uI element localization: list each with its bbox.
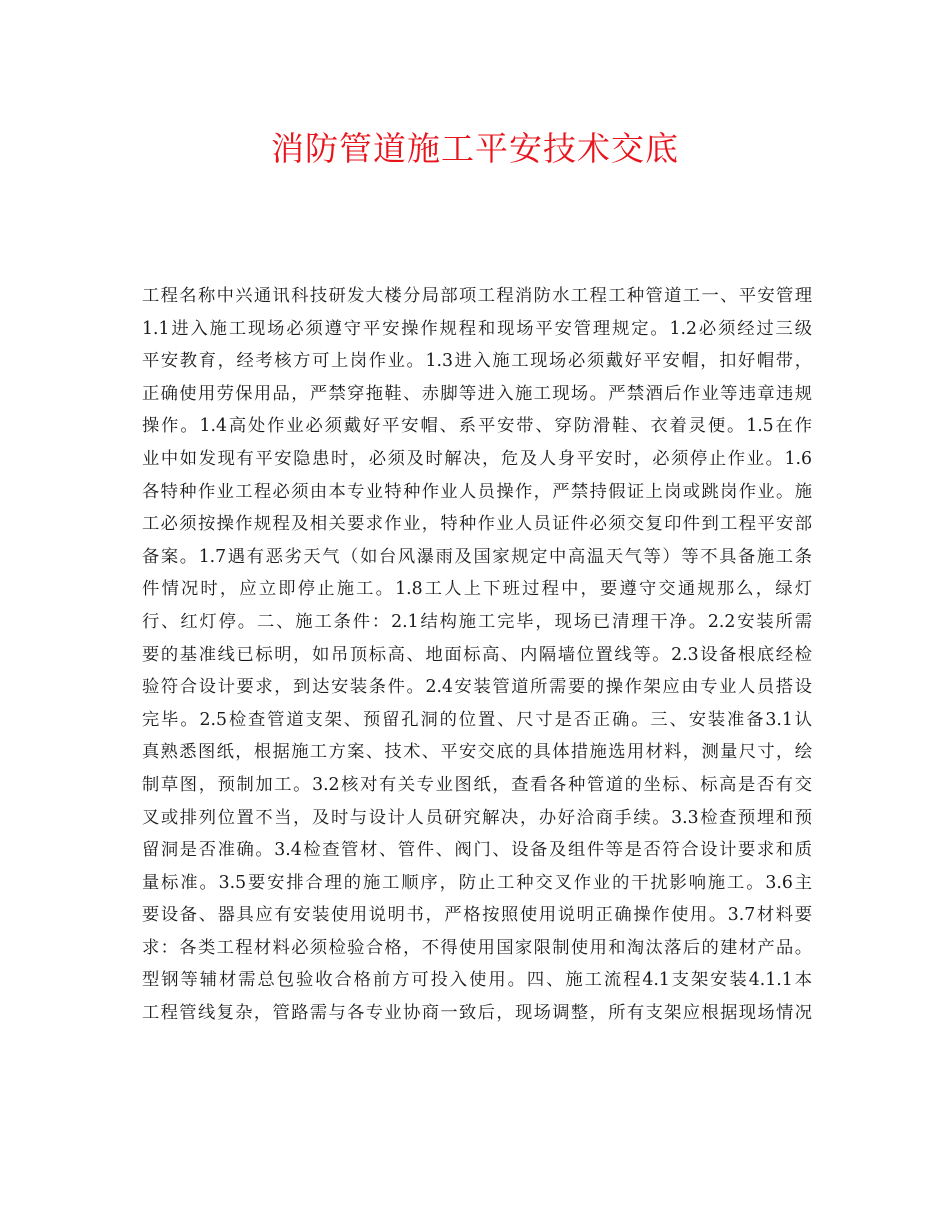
document-body <box>142 280 812 1030</box>
body-line: 完毕。2.5检查管道支架、预留孔洞的位置、尺寸是否正确。三、安装准备3.1认 <box>142 709 812 730</box>
body-line: 量标准。3.5要安排合理的施工顺序，防止工种交叉作业的干扰影响施工。3.6主 <box>142 872 812 893</box>
body-line: 要的基准线已标明，如吊顶标高、地面标高、内隔墙位置线等。2.3设备根底经检 <box>142 644 812 665</box>
body-line: 型钢等辅材需总包验收合格前方可投入使用。四、施工流程4.1支架安装4.1.1本 <box>142 970 812 991</box>
body-line: 各特种作业工程必须由本专业特种作业人员操作，严禁持假证上岗或跳岗作业。施 <box>142 481 812 502</box>
body-line: 工程名称中兴通讯科技研发大楼分局部项工程消防水工程工种管道工一、平安管理 <box>142 286 812 306</box>
body-line: 制草图，预制加工。3.2核对有关专业图纸，查看各种管道的坐标、标高是否有交 <box>142 774 812 795</box>
body-line: 真熟悉图纸，根据施工方案、技术、平安交底的具体措施选用材料，测量尺寸，绘 <box>142 742 812 763</box>
body-line: 1.1进入施工现场必须遵守平安操作规程和现场平安管理规定。1.2必须经过三级 <box>142 318 812 339</box>
body-line: 工必须按操作规程及相关要求作业，特种作业人员证件必须交复印件到工程平安部 <box>142 514 812 535</box>
body-line: 正确使用劳保用品，严禁穿拖鞋、赤脚等进入施工现场。严禁酒后作业等违章违规 <box>142 383 812 404</box>
body-line: 工程管线复杂，管路需与各专业协商一致后，现场调整，所有支架应根据现场情况 <box>142 1003 812 1024</box>
body-line: 求：各类工程材料必须检验合格，不得使用国家限制使用和淘汰落后的建材产品。 <box>142 937 812 958</box>
body-line: 要设备、器具应有安装使用说明书，严格按照使用说明正确操作使用。3.7材料要 <box>142 905 812 926</box>
body-line: 叉或排列位置不当，及时与设计人员研究解决，办好洽商手续。3.3检查预埋和预 <box>142 807 812 828</box>
body-line: 留洞是否准确。3.4检查管材、管件、阀门、设备及组件等是否符合设计要求和质 <box>142 840 812 861</box>
document-title: 消防管道施工平安技术交底 <box>271 129 679 168</box>
body-line: 平安教育，经考核方可上岗作业。1.3进入施工现场必须戴好平安帽，扣好帽带， <box>142 351 812 372</box>
body-line: 验符合设计要求，到达安装条件。2.4安装管道所需要的操作架应由专业人员搭设 <box>142 677 812 698</box>
body-line: 操作。1.4高处作业必须戴好平安帽、系平安带、穿防滑鞋、衣着灵便。1.5在作 <box>142 416 812 437</box>
body-line: 备案。1.7遇有恶劣天气（如台风瀑雨及国家规定中高温天气等）等不具备施工条 <box>142 546 812 567</box>
body-line: 件情况时，应立即停止施工。1.8工人上下班过程中，要遵守交通规那么，绿灯 <box>142 579 812 600</box>
body-line: 业中如发现有平安隐患时，必须及时解决，危及人身平安时，必须停止作业。1.6 <box>142 448 812 469</box>
body-line: 行、红灯停。二、施工条件：2.1结构施工完毕，现场已清理干净。2.2安装所需 <box>142 611 812 632</box>
